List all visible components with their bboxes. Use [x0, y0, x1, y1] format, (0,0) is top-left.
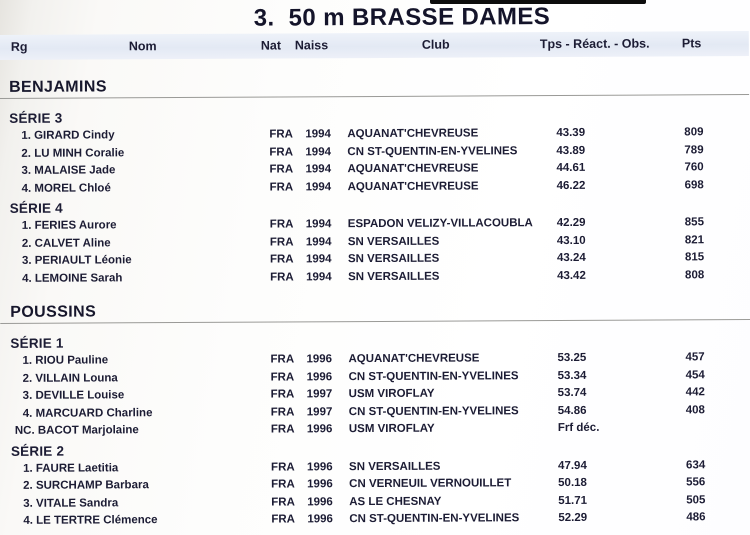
- serie-heading: SÉRIE 4: [9, 200, 63, 216]
- swimmer-nationality: FRA: [269, 163, 294, 176]
- serie-block: [0, 196, 750, 288]
- swimmer-nationality: FRA: [270, 405, 295, 419]
- swimmer-club: USM VIROFLAY: [348, 387, 435, 401]
- swimmer-club: CN VERNEUIL VERNOUILLET: [349, 477, 512, 491]
- swimmer-rank-name: 1. FAURE Laetitia: [23, 461, 119, 475]
- table-header-row: [0, 31, 749, 60]
- swimmer-time: 43.42: [557, 269, 586, 282]
- result-row: [1, 509, 750, 530]
- swimmer-points: 408: [685, 403, 705, 416]
- swimmer-club: AQUANAT'CHEVREUSE: [347, 127, 479, 141]
- swimmer-club: SN VERSAILLES: [348, 270, 440, 283]
- swimmer-birth-year: 1994: [305, 235, 332, 248]
- swimmer-club: USM VIROFLAY: [348, 422, 435, 436]
- swimmer-rank-name: 1. GIRARD Cindy: [21, 129, 115, 142]
- swimmer-rank-name: 3. DEVILLE Louise: [22, 389, 125, 402]
- swimmer-points: 454: [685, 368, 705, 381]
- swimmer-club: AQUANAT'CHEVREUSE: [348, 352, 480, 366]
- swimmer-points: 789: [684, 143, 704, 156]
- swimmer-points: 505: [686, 493, 706, 506]
- swimmer-birth-year: 1997: [306, 388, 333, 401]
- swimmer-rank-name: 3. MALAISE Jade: [21, 164, 116, 177]
- swimmer-nationality: FRA: [269, 180, 294, 194]
- swimmer-time: 43.24: [556, 251, 586, 265]
- swimmer-birth-year: 1994: [305, 145, 332, 158]
- swimmer-nationality: FRA: [270, 353, 295, 366]
- column-header-name: Nom: [128, 39, 157, 54]
- series-container: [0, 106, 750, 288]
- serie-rows: [0, 214, 750, 288]
- swimmer-time: 47.94: [558, 459, 587, 472]
- swimmer-club: AQUANAT'CHEVREUSE: [347, 162, 479, 176]
- swimmer-club: AQUANAT'CHEVREUSE: [347, 179, 479, 193]
- swimmer-club: ESPADON VELIZY-VILLACOUBLA: [347, 217, 533, 231]
- swimmer-nationality: FRA: [271, 478, 295, 491]
- serie-rows: [0, 349, 750, 440]
- swimmer-points: 457: [685, 351, 705, 364]
- swimmer-nationality: FRA: [271, 460, 295, 474]
- swimmer-nationality: FRA: [271, 513, 295, 526]
- swimmer-birth-year: 1997: [306, 405, 333, 418]
- category-section: [0, 299, 750, 530]
- series-container: [0, 331, 750, 530]
- swimmer-birth-year: 1994: [305, 218, 332, 231]
- swimmer-time: 43.39: [556, 126, 586, 140]
- swimmer-nationality: FRA: [269, 145, 294, 159]
- swimmer-points: 808: [685, 268, 705, 281]
- swimmer-time: 51.71: [558, 494, 588, 507]
- swimmer-points: 556: [686, 476, 706, 489]
- swimmer-nationality: FRA: [271, 495, 295, 509]
- column-header-nat: Nat: [260, 38, 282, 53]
- swimmer-club: AS LE CHESNAY: [349, 495, 442, 508]
- swimmer-nationality: FRA: [270, 370, 295, 384]
- swimmer-birth-year: 1996: [307, 460, 333, 473]
- swimmer-rank-name: 3. VITALE Sandra: [23, 496, 119, 510]
- serie-rows: [0, 124, 750, 198]
- swimmer-points: 760: [684, 161, 704, 174]
- swimmer-time: 50.18: [558, 476, 587, 490]
- swimmer-club: SN VERSAILLES: [349, 460, 441, 473]
- column-header-rank: Rg: [10, 39, 28, 54]
- swimmer-points: 442: [685, 386, 705, 399]
- serie-heading: SÉRIE 2: [10, 443, 65, 459]
- swimmer-nationality: FRA: [270, 270, 294, 284]
- swimmer-club: CN ST-QUENTIN-EN-YVELINES: [348, 369, 519, 383]
- swimmer-time: 43.10: [556, 234, 586, 247]
- result-row: [1, 419, 750, 440]
- category-section: [0, 74, 750, 288]
- swimmer-points: [686, 419, 750, 437]
- swimmer-time: 54.86: [557, 404, 587, 417]
- swimmer-rank-name: 2. VILLAIN Louna: [22, 371, 118, 385]
- swimmer-club: CN ST-QUENTIN-EN-YVELINES: [348, 404, 519, 418]
- swimmer-birth-year: 1996: [307, 478, 333, 491]
- swimmer-points: 698: [684, 178, 704, 191]
- swimmer-time: 53.25: [557, 351, 587, 365]
- swimmer-points: 815: [684, 251, 705, 264]
- serie-heading: SÉRIE 1: [10, 335, 64, 351]
- swimmer-rank-name: 3. PERIAULT Léonie: [21, 254, 132, 267]
- swimmer-points: 486: [686, 511, 706, 524]
- swimmer-rank-name: 4. LE TERTRE Clémence: [23, 514, 158, 527]
- swimmer-birth-year: 1994: [305, 180, 332, 193]
- swimmer-nationality: FRA: [269, 218, 294, 231]
- swimmer-time: Frf déc.: [557, 421, 600, 435]
- page-title: 3. 50 m BRASSE DAMES: [253, 3, 551, 32]
- swimmer-rank-name: 1. RIOU Pauline: [22, 354, 109, 367]
- swimmer-time: 53.74: [557, 386, 587, 400]
- swimmer-nationality: FRA: [270, 423, 295, 436]
- swimmer-birth-year: 1994: [305, 163, 332, 176]
- swimmer-time: 52.29: [558, 511, 588, 525]
- swimmer-rank-name: NC. BACOT Marjolaine: [14, 424, 139, 437]
- swimmer-nationality: FRA: [270, 388, 295, 401]
- result-row: [0, 267, 750, 288]
- serie-block: [0, 331, 750, 440]
- swimmer-club: SN VERSAILLES: [347, 235, 440, 248]
- swimmer-time: 42.29: [556, 216, 586, 230]
- swimmer-club: CN ST-QUENTIN-EN-YVELINES: [347, 144, 518, 158]
- swimmer-time: 53.34: [557, 369, 587, 382]
- serie-block: [0, 106, 750, 198]
- swimmer-nationality: FRA: [269, 253, 294, 266]
- results-content: [0, 74, 750, 530]
- swimmer-time: 43.89: [556, 144, 586, 157]
- swimmer-birth-year: 1996: [306, 353, 333, 366]
- swimmer-rank-name: 4. MARCUARD Charline: [22, 406, 153, 420]
- swimmer-birth-year: 1994: [306, 270, 332, 283]
- swimmer-club: CN ST-QUENTIN-EN-YVELINES: [349, 512, 520, 526]
- swimmer-time: 44.61: [556, 161, 586, 175]
- serie-rows: [1, 457, 750, 531]
- swimmer-birth-year: 1994: [305, 128, 331, 141]
- swimmer-nationality: FRA: [269, 235, 294, 249]
- swimmer-club: SN VERSAILLES: [347, 252, 440, 266]
- swimmer-points: 634: [686, 458, 706, 471]
- column-header-club: Club: [421, 37, 450, 52]
- swimmer-rank-name: 4. MOREL Chloé: [21, 181, 111, 195]
- swimmer-rank-name: 2. SURCHAMP Barbara: [23, 479, 149, 492]
- swimmer-time: 46.22: [556, 179, 586, 192]
- column-header-time: Tps - Réact. - Obs.: [539, 36, 650, 52]
- swimmer-birth-year: 1996: [306, 423, 333, 436]
- column-header-birth: Naiss: [294, 38, 329, 53]
- swimmer-rank-name: 1. FERIES Aurore: [21, 219, 117, 232]
- serie-heading: SÉRIE 3: [9, 110, 63, 126]
- serie-block: [1, 439, 750, 531]
- category-heading: POUSSINS: [0, 299, 750, 324]
- swimmer-rank-name: 2. LU MINH Coralie: [21, 146, 125, 160]
- swimmer-rank-name: 4. LEMOINE Sarah: [22, 271, 123, 285]
- column-header-pts: Pts: [681, 36, 702, 51]
- swimmer-birth-year: 1996: [307, 495, 333, 508]
- swimmer-birth-year: 1996: [307, 513, 333, 526]
- category-heading: BENJAMINS: [0, 74, 749, 99]
- swimmer-points: 821: [684, 233, 705, 246]
- swimmer-birth-year: 1996: [306, 370, 333, 383]
- swimmer-rank-name: 2. CALVET Aline: [21, 236, 111, 250]
- result-row: [0, 177, 750, 198]
- swimmer-birth-year: 1994: [305, 253, 332, 266]
- swimmer-points: 809: [684, 126, 704, 139]
- swimmer-points: 855: [684, 216, 704, 229]
- swimmer-nationality: FRA: [269, 128, 293, 141]
